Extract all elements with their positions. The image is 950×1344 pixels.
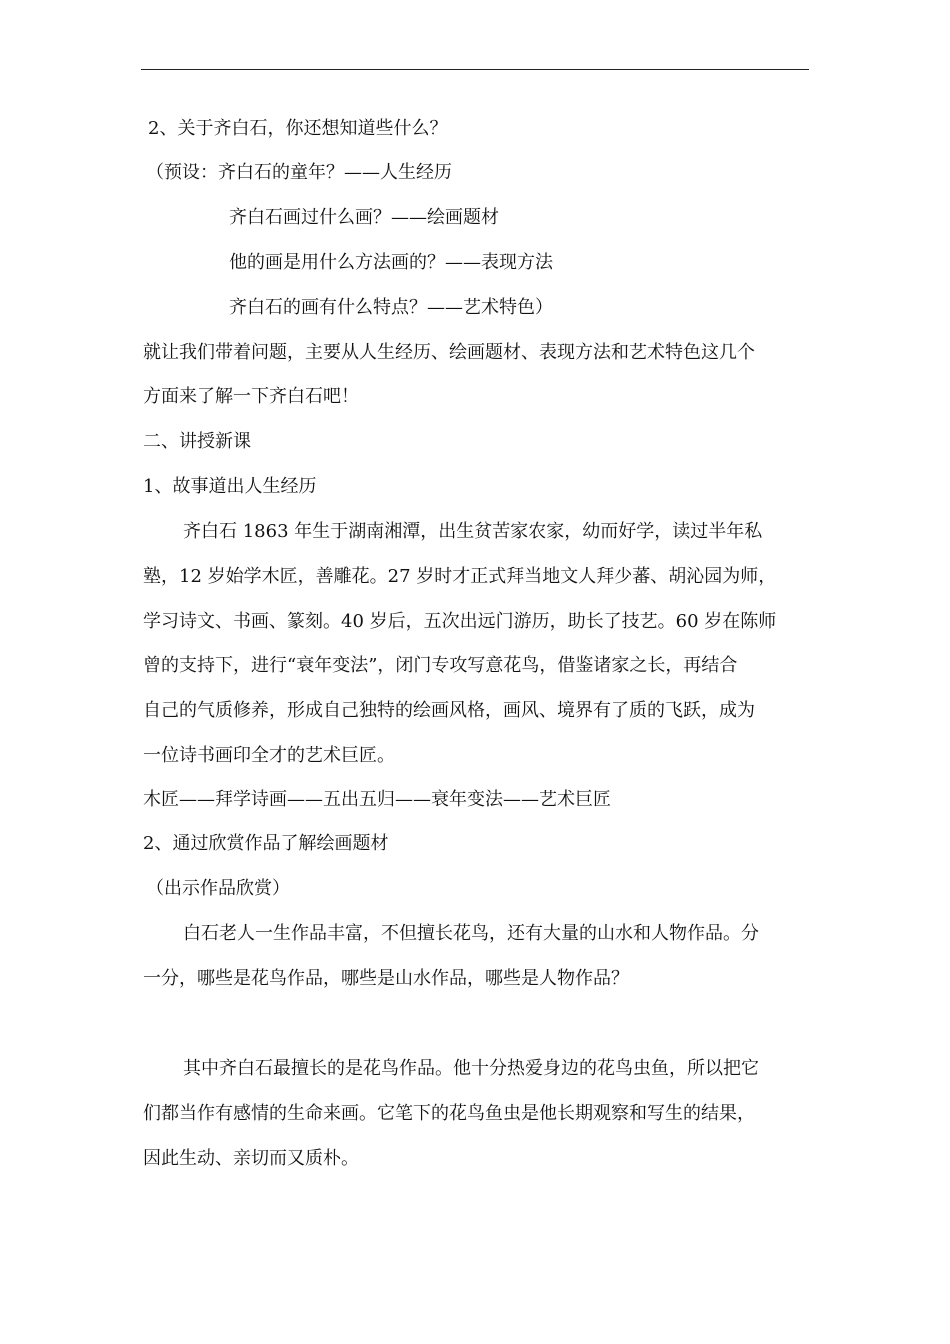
show-works-note: （出示作品欣赏） bbox=[146, 878, 290, 899]
bio-paragraph-line-1: 齐白石 1863 年生于湖南湘潭，出生贫苦家农家，幼而好学，读过半年私 bbox=[183, 521, 763, 542]
intro-paragraph-line-2: 方面来了解一下齐白石吧！ bbox=[143, 386, 359, 407]
preset-line-3: 他的画是用什么方法画的？——表现方法 bbox=[229, 252, 553, 273]
bio-paragraph-line-3: 学习诗文、书画、篆刻。40 岁后，五次出远门游历，助长了技艺。60 岁在陈师 bbox=[143, 611, 777, 632]
section-heading-new-lesson: 二、讲授新课 bbox=[143, 431, 251, 452]
life-timeline: 木匠——拜学诗画——五出五归——衰年变法——艺术巨匠 bbox=[143, 789, 611, 810]
subheading-life-story: 1、故事道出人生经历 bbox=[143, 476, 317, 497]
flower-bird-paragraph-line-1: 其中齐白石最擅长的是花鸟作品。他十分热爱身边的花鸟虫鱼，所以把它 bbox=[183, 1058, 759, 1079]
flower-bird-paragraph-line-3: 因此生动、亲切而又质朴。 bbox=[143, 1148, 359, 1169]
bio-paragraph-line-6: 一位诗书画印全才的艺术巨匠。 bbox=[143, 745, 395, 766]
preset-line-2: 齐白石画过什么画？——绘画题材 bbox=[229, 207, 499, 228]
bio-paragraph-line-5: 自己的气质修养，形成自己独特的绘画风格，画风、境界有了质的飞跃，成为 bbox=[143, 700, 755, 721]
works-paragraph-line-1: 白石老人一生作品丰富，不但擅长花鸟，还有大量的山水和人物作品。分 bbox=[183, 923, 759, 944]
preset-line-1: （预设：齐白石的童年？——人生经历 bbox=[146, 162, 452, 183]
intro-paragraph-line-1: 就让我们带着问题，主要从人生经历、绘画题材、表现方法和艺术特色这几个 bbox=[143, 342, 755, 363]
bio-paragraph-line-2: 塾，12 岁始学木匠，善雕花。27 岁时才正式拜当地文人拜少蕃、胡沁园为师， bbox=[143, 566, 777, 587]
subheading-painting-subjects: 2、通过欣赏作品了解绘画题材 bbox=[143, 833, 389, 854]
header-rule bbox=[141, 69, 809, 70]
works-paragraph-line-2: 一分，哪些是花鸟作品，哪些是山水作品，哪些是人物作品？ bbox=[143, 968, 629, 989]
flower-bird-paragraph-line-2: 们都当作有感情的生命来画。它笔下的花鸟鱼虫是他长期观察和写生的结果， bbox=[143, 1103, 755, 1124]
question-heading: 2、关于齐白石，你还想知道些什么？ bbox=[148, 118, 448, 139]
bio-paragraph-line-4: 曾的支持下，进行“衰年变法”，闭门专攻写意花鸟，借鉴诸家之长，再结合 bbox=[143, 655, 738, 676]
preset-line-4: 齐白石的画有什么特点？——艺术特色） bbox=[229, 297, 553, 318]
